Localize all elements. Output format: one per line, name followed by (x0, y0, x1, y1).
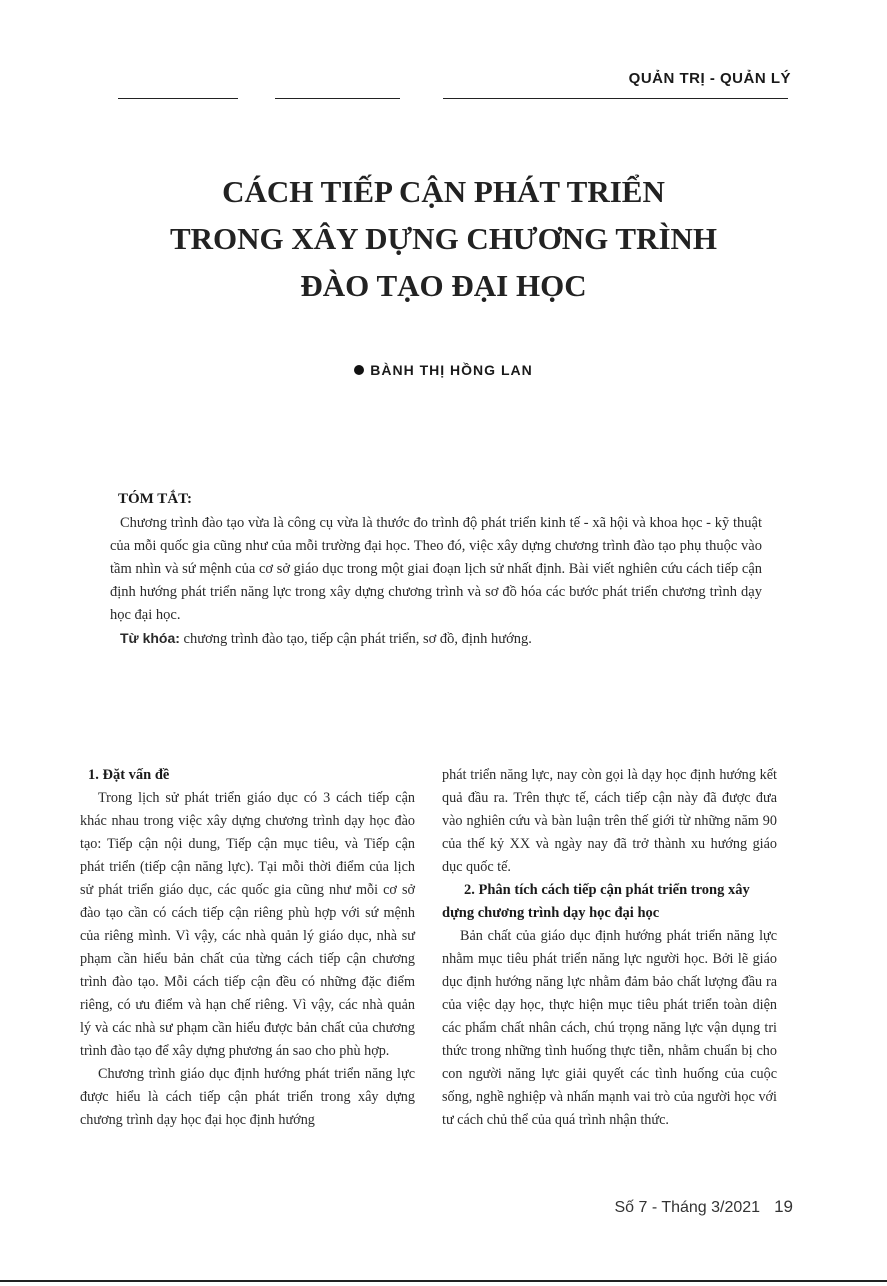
paragraph-1: Trong lịch sử phát triển giáo dục có 3 cách tiếp cận khác nhau trong việc xây dựng chương trình dạy học đào tạo: Tiếp cận nội dung, Tiếp cận mục tiêu, và Tiếp cận phát triển (tiếp cận năng lực). Tại mỗi thời điểm của lịch sử phát triển giáo dục, các quốc gia cũng như mỗi cơ sở đào tạo cần có cách tiếp cận riêng phù hợp với sứ mệnh của riêng mình. Vì vậy, các nhà quản lý giáo dục, nhà sư phạm cần hiểu bản chất của từng cách tiếp cận chương trình đào tạo. Mỗi cách tiếp cận đều có những đặc điểm riêng, có ưu điểm và hạn chế riêng. Vì vậy, các nhà quản lý và các nhà sư phạm cần hiểu được bản chất của chương trình đào tạo để xây dựng phương án sao cho phù hợp. (80, 790, 415, 1059)
page-number: 19 (774, 1197, 793, 1216)
abstract-heading: TÓM TẮT: (118, 491, 193, 507)
paragraph-2: Chương trình giáo dục định hướng phát triển năng lực được hiểu là cách tiếp cận phát triển trong xây dựng chương trình dạy học đại học định hướng (80, 1066, 415, 1128)
header-rule-left (118, 98, 238, 99)
title-line-2: TRONG XÂY DỰNG CHƯƠNG TRÌNH (169, 221, 718, 256)
body-column-right (442, 764, 777, 1132)
header-rule-middle (275, 98, 400, 99)
abstract-block (110, 488, 762, 651)
title-line-3: ĐÀO TẠO ĐẠI HỌC (300, 268, 587, 303)
title-line-1: CÁCH TIẾP CẬN PHÁT TRIỂN (222, 174, 665, 209)
header-rule-right (443, 98, 788, 99)
section-heading-1: 1. Đặt vấn đề (88, 767, 170, 783)
paragraph-4: Bản chất của giáo dục định hướng phát triển năng lực nhằm mục tiêu phát triển năng lực người học. Bởi lẽ giáo dục định hướng năng lực nhằm đảm bảo chất lượng đầu ra của việc dạy học, thực hiện mục tiêu phát triển toàn diện các phẩm chất nhân cách, chú trọng năng lực vận dụng tri thức trong những tình huống thực tiễn, nhằm chuẩn bị cho con người năng lực giải quyết các tình huống của cuộc sống, nghề nghiệp và nhấn mạnh vai trò của người học với tư cách chủ thể của quá trình nhận thức. (442, 928, 777, 1128)
keywords-text: chương trình đào tạo, tiếp cận phát triển, sơ đồ, định hướng. (183, 631, 532, 647)
abstract-text: Chương trình đào tạo vừa là công cụ vừa là thước đo trình độ phát triển kinh tế - xã hội và khoa học - kỹ thuật của mỗi quốc gia cũng như của mỗi trường đại học. Theo đó, việc xây dựng chương trình đào tạo phụ thuộc vào tầm nhìn và sứ mệnh của cơ sở giáo dục trong một giai đoạn lịch sử nhất định. Bài viết nghiên cứu cách tiếp cận định hướng phát triển năng lực trong xây dựng chương trình và sơ đồ hóa các bước phát triển chương trình dạy học đại học. (110, 515, 762, 623)
keywords-label: Từ khóa: (120, 630, 180, 646)
body-column-left (80, 764, 415, 1132)
author-name: BÀNH THỊ HỒNG LAN (370, 362, 533, 378)
bullet-icon (354, 365, 364, 375)
section-label: QUẢN TRỊ - QUẢN LÝ (628, 70, 791, 87)
bottom-rule (0, 1280, 887, 1282)
page-footer (614, 1197, 793, 1217)
keywords-line (120, 627, 762, 651)
issue-label: Số 7 - Tháng 3/2021 (614, 1199, 761, 1216)
section-heading-2: 2. Phân tích cách tiếp cận phát triển trong xây dựng chương trình dạy học đại học (442, 882, 750, 921)
paragraph-3: phát triển năng lực, nay còn gọi là dạy học định hướng kết quả đầu ra. Trên thực tế, cách tiếp cận này đã được đưa vào nghiên cứu và bàn luận trên thế giới từ những năm 90 của thế kỷ XX và ngày nay đã trở thành xu hướng giáo dục quốc tế. (442, 767, 777, 875)
author-line (0, 362, 887, 378)
article-title (0, 168, 887, 309)
